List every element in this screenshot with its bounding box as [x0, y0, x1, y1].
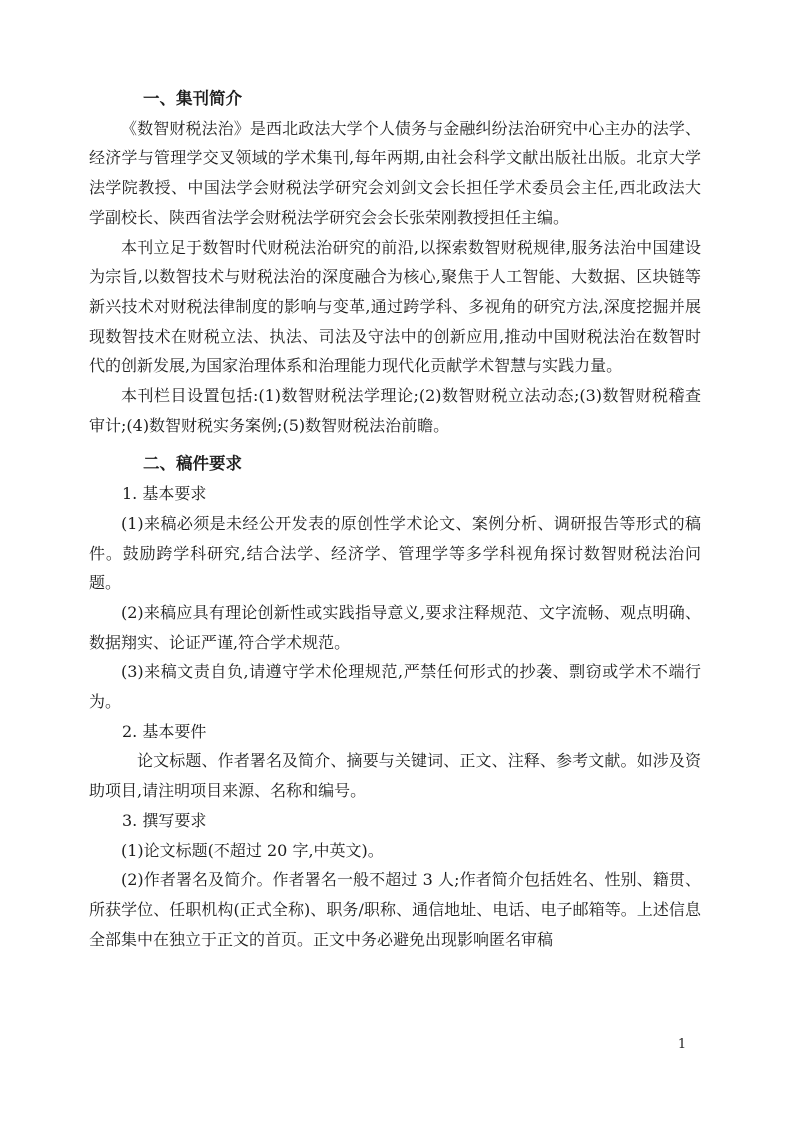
subheading-basic-elements: 2. 基本要件 [122, 721, 207, 741]
paragraph-requirement-2: (2)来稿应具有理论创新性或实践指导意义,要求注释规范、文字流畅、观点明确、数据翔实、论证严谨,符合学术规范。 [89, 602, 701, 652]
subheading-basic-requirements: 1. 基本要求 [122, 484, 207, 504]
section-heading-submission-requirements: 二、稿件要求 [143, 454, 242, 474]
subheading-writing-requirements: 3. 撰写要求 [122, 810, 207, 830]
section-heading-journal-intro: 一、集刊简介 [143, 89, 242, 108]
page-number: 1 [677, 1037, 687, 1052]
paragraph-basic-elements: 论文标题、作者署名及简介、摘要与关键词、正文、注释、参考文献。如涉及资助项目,请注明项目来源、名称和编号。 [89, 751, 701, 801]
paragraph-journal-columns: 本刊栏目设置包括:(1)数智财税法学理论;(2)数智财税立法动态;(3)数智财税稽查审计;(4)数智财税实务案例;(5)数智财税法治前瞻。 [89, 386, 701, 435]
document-body [89, 84, 701, 954]
paragraph-journal-mission: 本刊立足于数智时代财税法治研究的前沿,以探索数智财税规律,服务法治中国建设为宗旨,以数智技术与财税法治的深度融合为核心,聚焦于人工智能、大数据、区块链等新兴技术对财税法律制度的影响与变革,通过跨学科、多视角的研究方法,深度挖掘并展现数智技术在财税立法、执法、司法及守法中的创新应用,推动中国财税法治在数智时代的创新发展,为国家治理体系和治理能力现代化贡献学术智慧与实践力量。 [89, 237, 701, 376]
paragraph-writing-requirement-2: (2)作者署名及简介。作者署名一般不超过 3 人;作者简介包括姓名、性别、籍贯、所获学位、任职机构(正式全称)、职务/职称、通信地址、电话、电子邮箱等。上述信息全部集中在独立于正文的首页。正文中务必避免出现影响匿名审稿 [89, 870, 701, 949]
paragraph-requirement-1: (1)来稿必须是未经公开发表的原创性学术论文、案例分析、调研报告等形式的稿件。鼓励跨学科研究,结合法学、经济学、管理学等多学科视角探讨数智财税法治问题。 [89, 513, 701, 593]
paragraph-requirement-3: (3)来稿文责自负,请遵守学术伦理规范,严禁任何形式的抄袭、剽窃或学术不端行为。 [89, 662, 701, 712]
paragraph-writing-requirement-1: (1)论文标题(不超过 20 字,中英文)。 [121, 840, 384, 860]
paragraph-journal-overview: 《数智财税法治》是西北政法大学个人债务与金融纠纷法治研究中心主办的法学、经济学与管理学交叉领域的学术集刊,每年两期,由社会科学文献出版社出版。北京大学法学院教授、中国法学会财税法学研究会刘剑文会长担任学术委员会主任,西北政法大学副校长、陕西省法学会财税法学研究会会长张荣刚教授担任主编。 [89, 118, 701, 227]
